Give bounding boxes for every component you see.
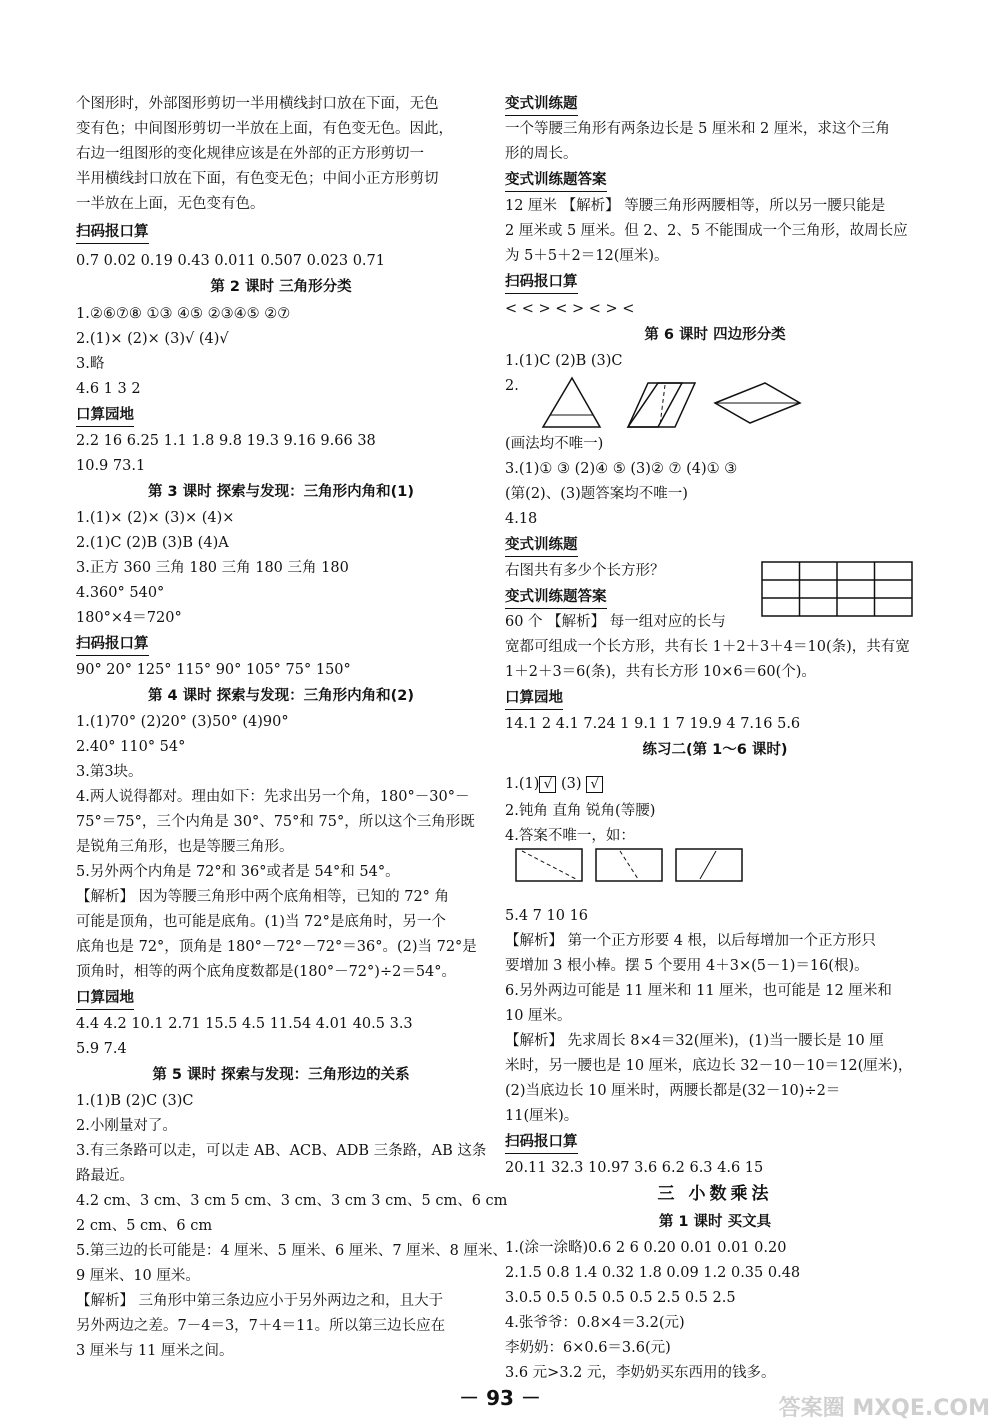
practice-two-q1 [505,774,603,794]
left-line-19: 4.360° 540° [76,585,165,601]
right-line-15: 4.18 [505,511,538,527]
square-figure-3 [676,849,742,881]
check-box-3 [586,776,603,793]
left-line-3: 半用横线封口放在下面，有色变无色；中间小正方形剪切 [76,171,439,187]
quadrilateral-figures [510,375,810,435]
left-line-2: 右边一组图形的变化规律应该是在外部的正方形剪切一 [76,146,424,162]
right-line-22: 口算园地 [505,688,563,710]
right-line-42: 3.0.5 0.5 0.5 0.5 0.5 2.5 0.5 2.5 [505,1290,736,1306]
left-line-45: 5.第三边的长可能是：4 厘米、5 厘米、6 厘米、7 厘米、8 厘米、 [76,1243,508,1259]
left-line-14: 10.9 73.1 [76,458,146,474]
right-line-18: 变式训练题答案 [505,587,607,609]
left-line-17: 2.(1)C (2)B (3)B (4)A [76,535,229,551]
right-line-12: (画法均不唯一) [505,436,604,452]
square-division-figures [512,845,752,885]
left-line-33: 底角也是 72°，顶角是 180°－72°－72°＝36°。(2)当 72°是 [76,939,477,955]
left-line-25: 2.40° 110° 54° [76,739,186,755]
left-line-11: 4.6 1 3 2 [76,381,141,397]
left-line-41: 3.有三条路可以走，可以走 AB、ACB、ADB 三条路，AB 这条 [76,1143,487,1159]
right-line-13: 3.(1)① ③ (2)④ ⑤ (3)② ⑦ (4)① ③ [505,461,738,477]
right-line-20: 宽都可组成一个长方形，共有长 1＋2＋3＋4＝10(条)，共有宽 [505,639,910,655]
left-line-13: 2.2 16 6.25 1.1 1.8 9.8 19.3 9.16 9.66 38 [76,433,376,449]
left-line-8: 1.②⑥⑦⑧ ①③ ④⑤ ②③④⑤ ②⑦ [76,306,291,322]
right-line-32: 【解析】 先求周长 8×4＝32(厘米)，(1)当一腰长是 10 厘 [505,1033,884,1049]
right-line-4: 12 厘米 【解析】 等腰三角形两腰相等，所以另一腰只能是 [505,198,886,214]
right-line-25: 2.钝角 直角 锐角(等腰) [505,803,656,819]
right-line-7: 扫码报口算 [505,272,578,294]
right-line-35: 11(厘米)。 [505,1108,579,1124]
left-line-1: 变有色；中间图形剪切一半放在上面，有色变无色。因此， [76,121,453,137]
left-line-35: 口算园地 [76,988,134,1010]
left-line-48: 另外两边之差。7－4＝3，7＋4＝11。所以第三边长应在 [76,1318,446,1334]
right-line-2: 形的周长。 [505,146,578,162]
left-line-20: 180°×4＝720° [76,610,182,626]
left-line-37: 5.9 7.4 [76,1041,127,1057]
right-line-38: 三 小数乘法 [657,1184,773,1204]
square-cut-2 [620,851,638,879]
left-line-40: 2.小刚量对了。 [76,1118,177,1134]
left-line-12: 口算园地 [76,405,134,427]
right-line-34: (2)当底边长 10 厘米时，两腰长都是(32－10)÷2＝ [505,1083,841,1099]
q1-mid: (3) [556,776,582,792]
left-line-34: 顶角时，相等的两个底角度数都是(180°－72°)÷2＝54°。 [76,964,457,980]
right-line-10: 1.(1)C (2)B (3)C [505,353,623,369]
rectangle-grid-figure [760,560,915,620]
left-line-18: 3.正方 360 三角 180 三角 180 三角 180 [76,560,349,576]
q1-prefix: 1.(1) [505,776,540,792]
left-line-47: 【解析】 三角形中第三条边应小于另外两边之和，且大于 [76,1293,444,1309]
left-line-26: 3.第3块。 [76,764,143,780]
right-line-3: 变式训练题答案 [505,170,607,192]
right-line-16: 变式训练题 [505,535,578,557]
left-line-4: 一半放在上面，无色变有色。 [76,196,265,212]
left-line-10: 3.略 [76,356,105,372]
right-line-40: 1.(涂一涂略)0.6 2 6 0.20 0.01 0.01 0.20 [505,1240,787,1256]
left-line-43: 4.2 cm、3 cm、3 cm 5 cm、3 cm、3 cm 3 cm、5 cm、6 cm [76,1193,508,1209]
left-line-16: 1.(1)× (2)× (3)× (4)× [76,510,235,526]
left-line-22: 90° 20° 125° 115° 90° 105° 75° 150° [76,662,351,678]
left-line-24: 1.(1)70° (2)20° (3)50° (4)90° [76,714,289,730]
left-line-7: 第 2 课时 三角形分类 [210,279,352,295]
right-line-31: 10 厘米。 [505,1008,572,1024]
watermark: 答案圈 MXQE.COM [778,1396,990,1421]
triangle-figure [543,378,600,427]
right-line-29: 要增加 3 根小棒。摆 5 个要用 4＋3×(5－1)＝16(根)。 [505,958,869,974]
left-line-27: 4.两人说得都对。理由如下：先求出另一个角，180°－30°－ [76,789,470,805]
left-line-6: 0.7 0.02 0.19 0.43 0.011 0.507 0.023 0.71 [76,253,385,269]
right-line-39: 第 1 课时 买文具 [658,1214,772,1230]
right-line-14: (第(2)、(3)题答案均不唯一) [505,486,688,502]
right-line-0: 变式训练题 [505,94,578,116]
right-line-33: 米时，另一腰也是 10 厘米，底边长 32－10－10＝12(厘米)， [505,1058,913,1074]
square-cut-1 [522,851,576,879]
right-line-8: < < > < > < > < [505,301,635,317]
right-line-17: 右图共有多少个长方形？ [505,563,665,579]
right-line-28: 【解析】 第一个正方形要 4 根，以后每增加一个正方形只 [505,933,877,949]
left-line-30: 5.另外两个内角是 72°和 36°或者是 54°和 54°。 [76,864,400,880]
left-line-44: 2 cm、5 cm、6 cm [76,1218,213,1234]
left-line-21: 扫码报口算 [76,634,149,656]
right-line-6: 为 5＋5＋2＝12(厘米)。 [505,248,669,264]
right-line-5: 2 厘米或 5 厘米。但 2、2、5 不能围成一个三角形，故周长应 [505,223,908,239]
right-line-30: 6.另外两边可能是 11 厘米和 11 厘米，也可能是 12 厘米和 [505,983,892,999]
right-line-19: 60 个 【解析】 每一组对应的长与 [505,614,726,630]
page-number: － 93 － [459,1386,541,1410]
left-line-29: 是锐角三角形，也是等腰三角形。 [76,839,294,855]
right-line-9: 第 6 课时 四边形分类 [644,327,786,343]
right-line-43: 4.张爷爷：0.8×4＝3.2(元) [505,1315,685,1331]
left-line-39: 1.(1)B (2)C (3)C [76,1093,194,1109]
right-line-45: 3.6 元>3.2 元，李奶奶买东西用的钱多。 [505,1365,776,1381]
left-line-0: 个图形时，外部图形剪切一半用横线封口放在下面，无色 [76,96,439,112]
left-line-32: 可能是顶角，也可能是底角。(1)当 72°是底角时，另一个 [76,914,446,930]
left-line-38: 第 5 课时 探索与发现：三角形边的关系 [152,1067,410,1083]
right-line-37: 20.11 32.3 10.97 3.6 6.2 6.3 4.6 15 [505,1160,764,1176]
left-line-5: 扫码报口算 [76,222,149,244]
check-mark-1: √ [543,776,553,792]
parallelogram-figure [628,383,682,427]
left-line-36: 4.4 4.2 10.1 2.71 15.5 4.5 11.54 4.01 40.5 3.3 [76,1016,413,1032]
right-line-27: 5.4 7 10 16 [505,908,589,924]
right-line-26: 4.答案不唯一，如： [505,828,635,844]
right-line-21: 1＋2＋3＝6(条)，共有长方形 10×6＝60(个)。 [505,664,816,680]
right-line-1: 一个等腰三角形有两条边长是 5 厘米和 2 厘米，求这个三角 [505,121,890,137]
left-line-28: 75°＝75°，三个内角是 30°、75°和 75°，所以这个三角形既 [76,814,475,830]
check-box-1 [539,776,556,793]
left-line-49: 3 厘米与 11 厘米之间。 [76,1343,234,1359]
left-line-46: 9 厘米、10 厘米。 [76,1268,200,1284]
check-mark-3: √ [590,776,599,792]
right-line-36: 扫码报口算 [505,1132,578,1154]
square-cut-3 [700,851,716,879]
right-line-11: 2. [505,378,519,394]
right-line-44: 李奶奶：6×0.6＝3.6(元) [505,1340,671,1356]
left-line-31: 【解析】 因为等腰三角形中两个底角相等，已知的 72° 角 [76,889,450,905]
right-line-41: 2.1.5 0.8 1.4 0.32 1.8 0.09 1.2 0.35 0.48 [505,1265,801,1281]
right-line-23: 14.1 2 4.1 7.24 1 9.1 1 7 19.9 4 7.16 5.6 [505,716,801,732]
left-line-15: 第 3 课时 探索与发现：三角形内角和(1) [147,484,415,500]
left-line-42: 路最近。 [76,1168,134,1184]
right-line-24: 练习二(第 1～6 课时) [642,742,788,758]
left-line-9: 2.(1)× (2)× (3)√ (4)√ [76,331,229,347]
left-line-23: 第 4 课时 探索与发现：三角形内角和(2) [147,688,415,704]
